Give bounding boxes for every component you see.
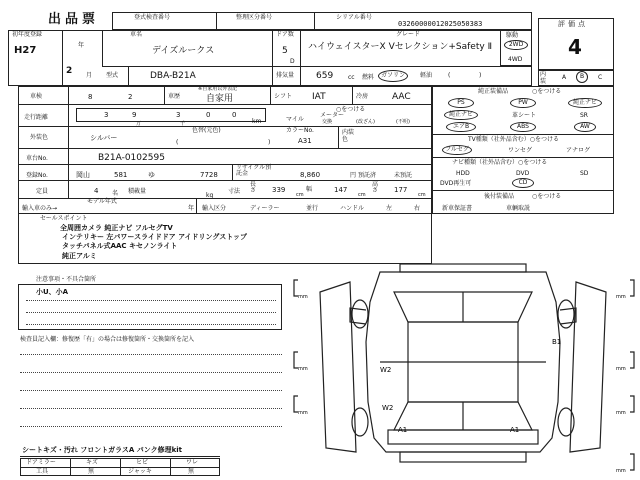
footer-note: シートキズ・汚れ フロントガラスA パンク修理kit [22,446,182,454]
score-label: 評価点 [558,20,588,28]
color-code: A31 [298,137,312,145]
inspection-month: 2 [128,93,133,101]
interior-grade-b: B [576,71,588,83]
mileage-digit-4: 0 [206,111,211,119]
grade-line1: ハイウェイスターX Vセレクション+Safety Ⅱ [308,42,492,52]
displacement: 659 [316,71,334,81]
header-field-3: シリアル番号 [336,14,372,21]
mileage-digit-3: 3 [176,111,181,119]
cd-player: CD [512,178,534,188]
mileage-digit-5: 0 [232,111,237,119]
shift-type: IAT [312,92,326,102]
sales-line-4: 純正アルミ [62,252,97,260]
first-reg-era: H27 [14,45,37,56]
usage-type: 自家用 [206,94,234,104]
plate-class: 581 [114,171,128,179]
svg-text:mm: mm [616,366,626,372]
svg-text:mm: mm [298,366,308,372]
model-code: DBA-B21A [150,71,196,81]
width-value: 147 [334,186,348,194]
damage-w2-2: W2 [382,404,394,412]
car-name: デイズルークス [152,46,215,56]
damage-a1-1: A1 [398,426,408,434]
header-field-1: 登式検査番号 [134,14,171,21]
fuel-gasoline: ガソリン [378,70,408,82]
svg-text:mm: mm [616,294,626,300]
notes-text: 小U、小A [36,288,69,296]
header-field-2: 整理区分番号 [236,14,273,21]
drive-2wd: 2WD [504,40,528,50]
sales-line-3: タッチパネル式AAC キセノンライト [62,242,178,250]
plate-kana: ゆ [148,171,155,179]
serial-number: 03260000012025050383 [398,20,483,28]
recycle-fee: 8,860 [300,171,321,179]
svg-text:mm: mm [616,410,626,416]
damage-a1-2: A1 [510,426,520,434]
plate-number: 7728 [200,171,218,179]
detail-table [18,86,432,214]
sales-line-2: インテリキー 左パワースライドドア アイドリングストップ [62,233,248,241]
damage-w2-1: W2 [380,366,392,374]
drive-4wd: 4WD [508,56,523,63]
sheet-title: 出品票 [48,12,100,27]
damage-b1: B1 [552,338,562,346]
inspection-year: 8 [88,93,93,101]
length-value: 339 [272,186,286,194]
auction-sheet: 出品票 登式検査番号 整理区分番号 シリアル番号 03260000012025050383 評価点 4 初年度登録 H27 年 2 月 車名 デイズルークス ドア数 5 D グレード ハイウェイスターX Vセレクション+Safety Ⅱ 駆動 2WD 4WD 型式 DBA-B21A 排気量 659 cc 燃料 ガソリン 軽油 ( ) 内装 A B C 車検 8 2 車歴 ※自家用以外表記 自家用 シフト IAT 冷房 AAC 走行距離 3 9 3 0 0 万 千 km ○をつける マイル メーター 交換 (改ざん) (不明) 外装色 シルバー 色替(元色) ( ) カラーNo. A31 内装色 車台No. B21A-0102595 登録No. 岡山 581 ゆ 7728 リサイクル預託金 8,860 円 預託済 未預託 定員 4 名 積載量 kg 寸法 長さ 339 cm 幅 147 cm 高さ 177 cm 輸入車のみ→ モデル年式 年 輸入区分 ディーラー 並行 ハンドル 左 右 セールスポイント 全周囲カメラ 純正ナビ フルセグTV インテリキー 左パワースライドドア アイドリングストップ タッチパネル式AAC キセノンライト 純正アルミ 純正装備品 ○をつける PS PW 純正ナビ 純正ナビ 革シート SR エアB ABS AW TV種類（社外品含む）○をつける フルセグ ワンセグ アナログ ナビ種類（社外品含む）○をつける HDD DVD SD DVD再生可 CD 後付装備品 ○をつける 新車保証書 車輌取説 注意事項・不具合箇所 小U、小A 検査員記入欄：修復歴「有」の場合は修復箇所・交換箇所を記入 シートキズ・汚れ フロントガラスA パンク修理kit ドアミラー キズ ヒビ ワレ 工具 無 ジャッキ 無 B1 W2 W2 A1 A1 mm mm mm mm mm mm mm [0,0,640,480]
exterior-color: シルバー [90,134,118,142]
chassis-number: B21A-0102595 [98,153,165,163]
first-reg-label: 初年度登録 [12,31,43,38]
mileage-digit-1: 3 [104,111,109,119]
svg-text:mm: mm [298,410,308,416]
damage-diagram [290,262,640,474]
door-count: 5 [282,46,288,56]
first-reg-month: 2 [66,66,73,76]
svg-text:mm: mm [616,468,626,474]
score-value: 4 [568,35,582,59]
svg-text:mm: mm [298,294,308,300]
height-value: 177 [394,186,408,194]
capacity-value: 4 [94,187,99,195]
mileage-digit-2: 9 [132,111,137,119]
sales-line-1: 全周囲カメラ 純正ナビ フルセグTV [60,224,173,232]
tv-fullseg: フルセグ [442,145,472,155]
plate-region: 岡山 [76,171,90,179]
ac-type: AAC [392,92,411,102]
